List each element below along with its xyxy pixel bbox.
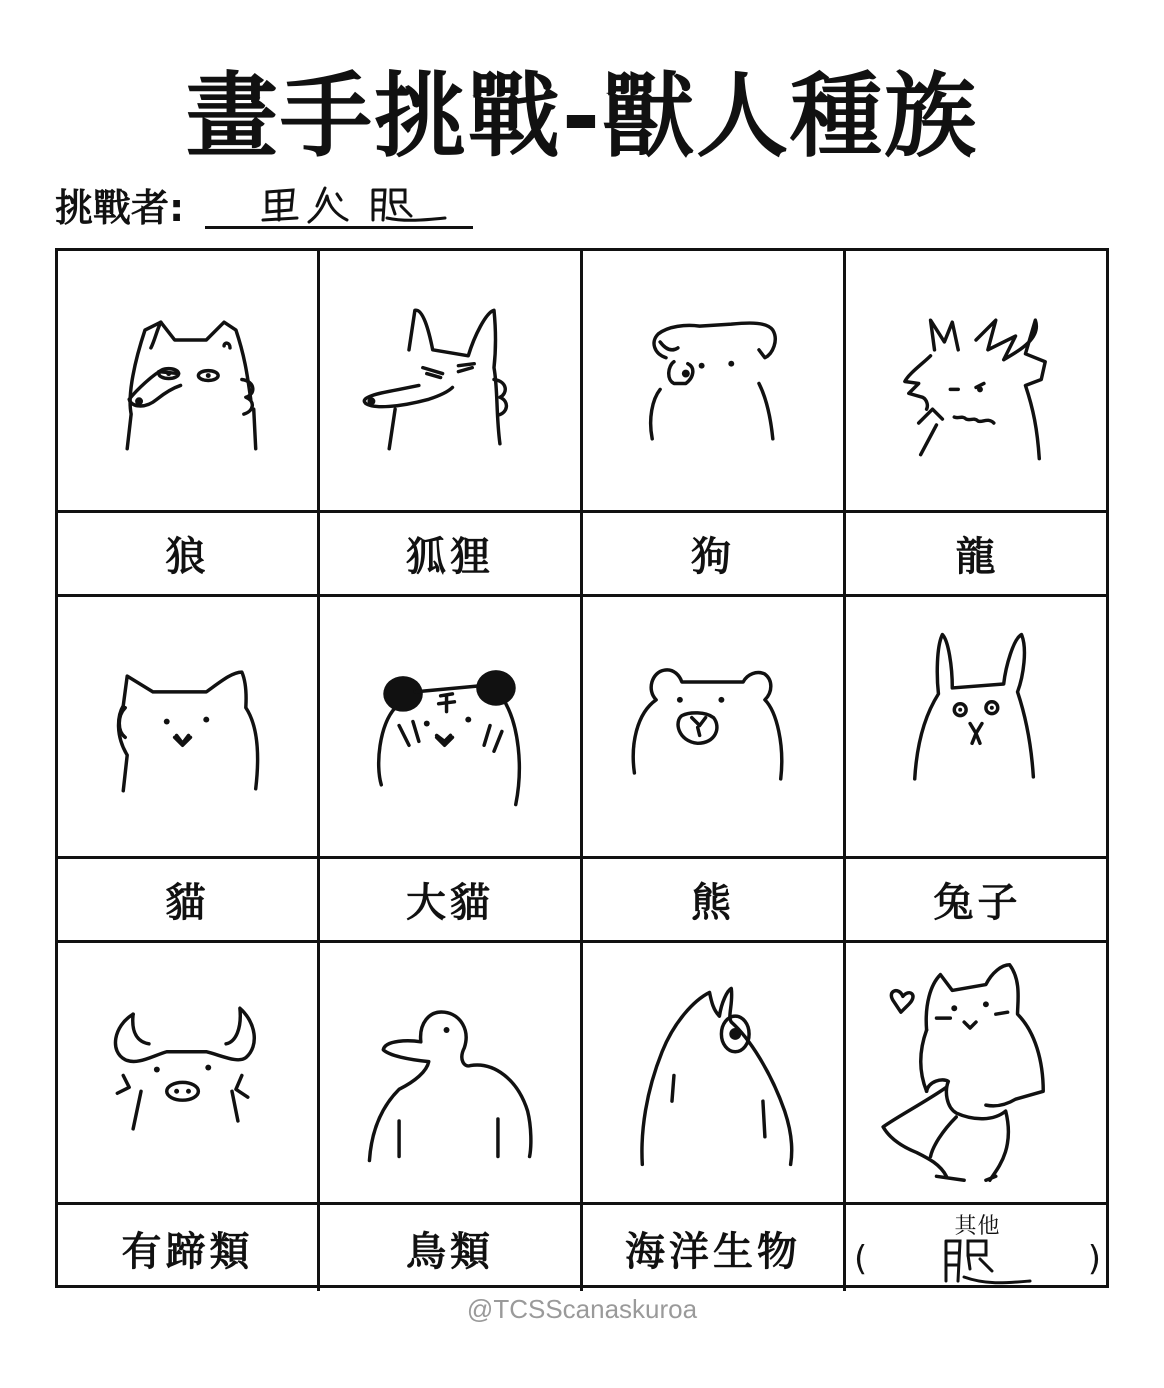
- page-title: 畫手挑戰-獸人種族: [185, 63, 979, 170]
- fox-icon: [320, 251, 580, 510]
- label-ungulate: 有蹄類: [58, 1205, 320, 1291]
- dragon-art: [846, 251, 1109, 513]
- label-dog: 狗: [583, 513, 846, 597]
- label-cat: 貓: [58, 859, 320, 943]
- watermark: @TCSScanaskuroa: [466, 1294, 698, 1324]
- rabbit-art: [846, 597, 1109, 859]
- label-fox: 狐狸: [320, 513, 583, 597]
- species-grid: [55, 248, 1109, 1288]
- paren-open: (: [854, 1239, 868, 1279]
- big-cat-art: [320, 597, 583, 859]
- label-wolf: 狼: [58, 513, 320, 597]
- ungulate-icon: [58, 943, 317, 1202]
- challenger-field: [55, 182, 184, 232]
- challenger-label: 挑戰者:: [55, 186, 185, 230]
- label-sea-creature: 海洋生物: [583, 1205, 846, 1291]
- sea-creature-art: [583, 943, 846, 1205]
- bird-icon: [320, 943, 580, 1202]
- bear-icon: [583, 597, 843, 856]
- label-rabbit: 兔子: [846, 859, 1109, 943]
- other-handwritten-answer: [936, 1235, 1036, 1291]
- dog-icon: [583, 251, 843, 510]
- dog-art: [583, 251, 846, 513]
- label-bird: 鳥類: [320, 1205, 583, 1291]
- bear-art: [583, 597, 846, 859]
- label-other: [846, 1205, 1109, 1291]
- cat-icon: [58, 597, 317, 856]
- label-bear: 熊: [583, 859, 846, 943]
- ungulate-art: [58, 943, 320, 1205]
- big-cat-icon: [320, 597, 580, 856]
- label-dragon: 龍: [846, 513, 1109, 597]
- other-art: [846, 943, 1109, 1205]
- bird-art: [320, 943, 583, 1205]
- fox-art: [320, 251, 583, 513]
- sea-creature-icon: [583, 943, 843, 1202]
- rabbit-icon: [846, 597, 1109, 856]
- label-big-cat: 大貓: [320, 859, 583, 943]
- cat-art: [58, 597, 320, 859]
- challenger-signature: [255, 182, 495, 228]
- dragon-icon: [846, 251, 1109, 510]
- wolf-art: [58, 251, 320, 513]
- paren-close: ): [1087, 1239, 1101, 1279]
- other-cat-icon: [846, 943, 1109, 1202]
- label-other-text: 其他: [954, 1214, 1001, 1239]
- wolf-icon: [58, 251, 317, 510]
